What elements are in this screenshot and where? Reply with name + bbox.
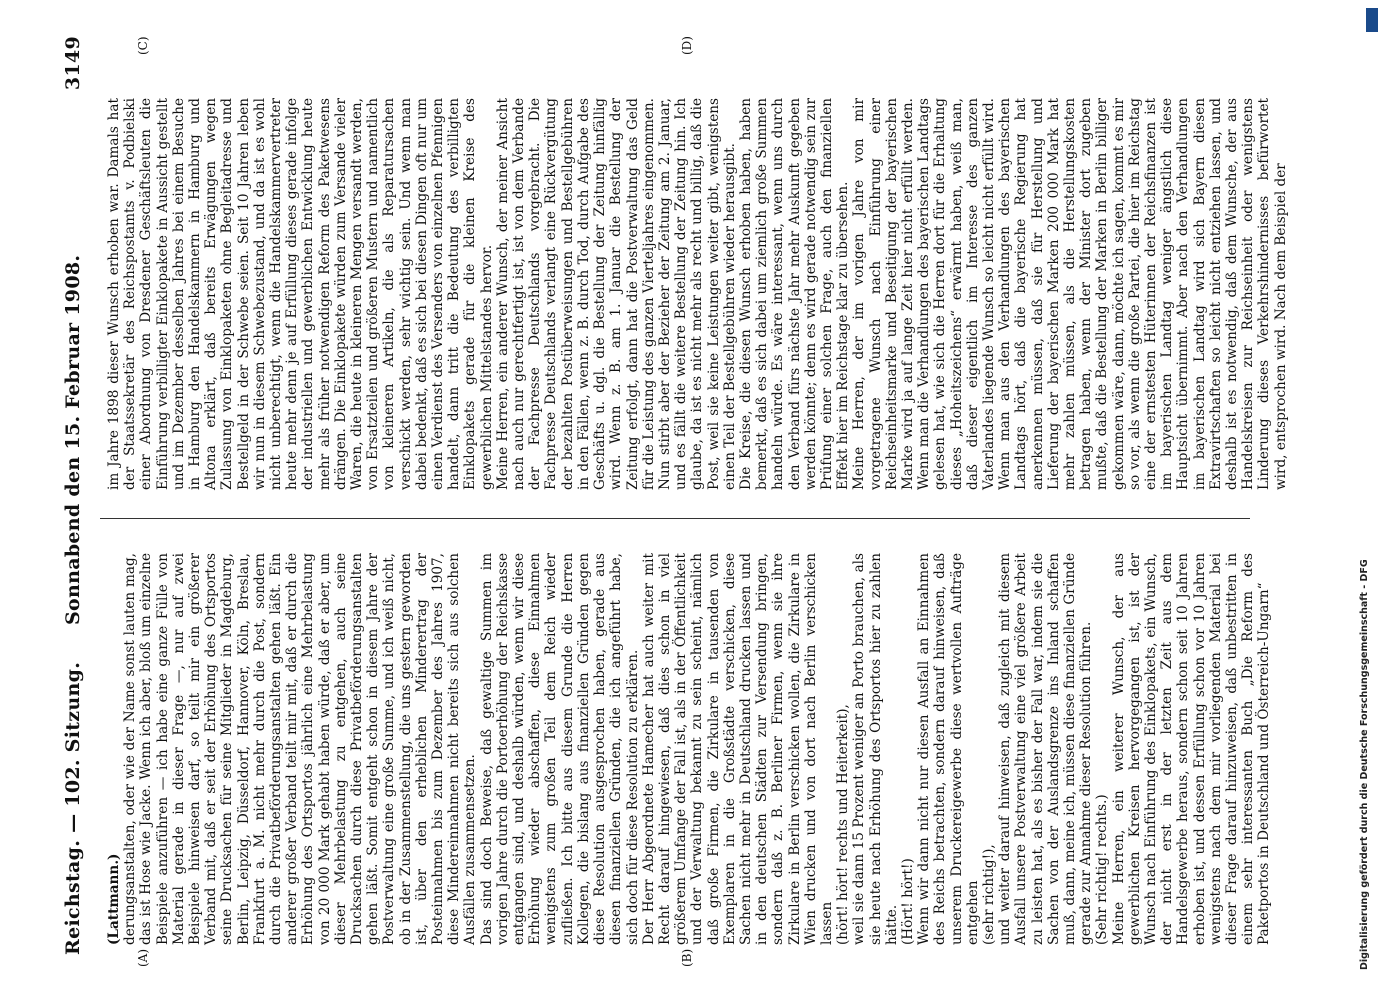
column-divider [100,518,1250,519]
speaker-name: (Lattmann.) [106,853,122,945]
digitization-credit: Digitalisierung gefördert durch die Deutsche Forschungsgemeinschaft - DFG [1359,559,1370,970]
column-right-text: im Jahre 1898 dieser Wunsch erhoben war. Damals hat der Staatssekretär des Reichspostamts v. Podbielski einer Abordnung von Dresdener Geschäftsleuten die Einführung verbilligter Einklopakete in Aussicht gestellt und im Dezember desselben Jahres bei einem Besuche in Hamburg den Handelskammern in Hamburg und Altona erklärt, daß bereits Erwägungen wegen Zulassung von Einklopaketen ohne Begleitadresse und Bestellgeld in der Schwebe seien. Seit 10 Jahren leben wir nun in diesem Schwebezustand, und da ist es wohl nicht unberechtigt, wenn die Handelskammervertreter heute mehr denn je auf Erfüllung dieses gerade infolge der industriellen und gewerblichen Entwicklung heute mehr als früher notwendigen Reform des Paketwesens drängen. Die Einklopakete würden zum Versande vieler Waren, die heute in kleineren Mengen versandt werden, von Ersatzteilen und größeren Mustern und namentlich von kleineren Artikeln, die als Reparatursachen verschickt werden, sehr wichtig sein. Und wenn man dabei bedenkt, daß es sich bei diesen Dingen oft nur um einen Verdienst des Versenders von einzelnen Pfennigen handelt, dann tritt die Bedeutung des verbilligten Einklopakets gerade für die kleinen Kreise des gewerblichen Mittelstandes hervor. Meine Herren, ein anderer Wunsch, der meiner Ansicht nach auch nur gerechtfertigt ist, ist von dem Verbande der Fachpresse Deutschlands vorgebracht. Die Fachpresse Deutschlands verlangt eine Rückvergütung der bezahlten Postüberweisungen und Bestellgebühren in den Fällen, wenn z. B. durch Tod, durch Aufgabe des Geschäfts u. dgl. die Bestellung der Zeitung hinfällig wird. Wenn z. B. am 1. Januar die Bestellung der Zeitung erfolgt, dann hat die Postverwaltung das Geld für die Leistung des ganzen Vierteljahres eingenommen. Nun stirbt aber der Bezieher der Zeitung am 2. Januar, und es fällt die weitere Bestellung der Zeitung hin. Ich glaube, da ist es nicht mehr als recht und billig, daß die Post, weil sie keine Leistungen weiter gibt, wenigstens einen Teil der Bestellgebühren wieder herausgibt. Die Kreise, die diesen Wunsch erhoben haben, haben bemerkt, daß es sich dabei um ziemlich große Summen handeln würde. Es wäre interessant, wenn uns durch den Verband fürs nächste Jahr mehr Auskunft gegeben werden könnte; denn es wird gerade notwendig sein zur Prüfung einer solchen Frage, auch den finanziellen Effekt hier im Reichstage klar zu übersehen. Meine Herren, der im vorigen Jahre von mir vorgetragene Wunsch nach Einführung einer Reichseinheitsmarke und Beseitigung der bayerischen Marke wird ja auf lange Zeit hier nicht erfüllt werden. Wenn man die Verhandlungen des bayerischen Landtags gelesen hat, wie sich die Herren dort für die Erhaltung dieses „Hoheitszeichens“ erwärmt haben, weiß man, daß dieser eigentlich im Interesse des ganzen Vaterlandes liegende Wunsch so leicht nicht erfüllt wird. Wenn man aus den Verhandlungen des bayerischen Landtags hört, daß die bayerische Regierung hat anerkennen müssen, daß sie für Herstellung und Lieferung der bayerischen Marken 200 000 Mark hat mehr zahlen müssen, als die Herstellungskosten betragen haben, wenn der Minister dort zugeben mußte, daß die Bestellung der Marken in Berlin billiger gekommen wäre, dann, möchte ich sagen, kommt es mir so vor, als wenn die große Partei, die hier im Reichstag eine der ernstesten Hüterinnen der Reichsfinanzen ist im bayerischen Landtag weniger ängstlich diese Hauptsicht übernimmt. Aber nach den Verhandlungen im bayerischen Landtag wird sich Bayern diesen Extravirtschaften so leicht nicht entziehen lassen, und deshalb ist es notwendig, daß dem Wunsche, der aus Handelskreisen zur Reichseinheit oder wenigstens Linderung dieses Verkehrshindernisses befürwortet wird, entsprochen wird. Nach dem Beispiel der [106,98,1289,490]
header-date: Sonnabend den 15. Februar 1908. [62,254,84,625]
margin-marker-a: (A) [136,948,150,967]
running-header [62,36,94,955]
text-column-right [106,98,1289,490]
dfg-logo [1366,8,1378,32]
margin-marker-c: (C) [136,36,150,55]
page-number: 3149 [62,36,84,91]
header-session: Reichstag. — 102. Sitzung. [62,661,84,955]
rotated-page-content [50,20,1345,975]
margin-marker-b: (B) [680,948,694,967]
column-left-text: derungsanstalten, oder wie der Name sonst lauten mag, das ist Hose wie Jacke. Wenn ich aber, bloß um einzelne Beispiele anzuführen — ich habe eine ganze Fülle von Material gerade in dieser Frage —, nur auf zwei Beispiele hinweisen darf, so teilt mir ein größerer Verband mit, daß er seit der Erhöhung des Ortsportos seine Drucksachen für seine Mitglieder in Magdeburg, Berlin, Leipzig, Düsseldorf, Hannover, Köln, Breslau, Frankfurt a. M. nicht mehr durch die Post, sondern durch die Privatbeförderungsanstalten gehen läßt. Ein anderer großer Verband teilt mir mit, daß er durch die Erhöhung des Ortsportos jährlich eine Mehrbelastung von 20 000 Mark gehabt haben würde, daß er aber, um dieser Mehrbelastung zu entgehen, auch seine Drucksachen durch diese Privatbeförderungsanstalten gehen läßt. Somit entgeht schon in diesem Jahre der Postverwaltung eine große Summe, und ich weiß nicht, ob in der Zusammenstellung, die uns gestern geworden ist, über den erheblichen Minderertrag der Posteinnahmen bis zum Dezember des Jahres 1907, diese Mindereinnahmen nicht bereits sich aus solchen Ausfällen zusammensetzen. Das sind doch Beweise, daß gewaltige Summen im vorigen Jahre durch die Portoerhöhung der Reichskasse entgangen sind, und deshalb würden, wenn wir diese Erhöhung wieder abschaffen, diese Einnahmen wenigstens zum großen Teil dem Reich wieder zufließen. Ich bitte aus diesem Grunde die Herren Kollegen, die bislang aus finanziellen Gründen gegen diese Resolution ausgesprochen haben, gerade aus diesen finanziellen Gründen, die ich angeführt habe, sich doch für diese Resolution zu erklären. Der Herr Abgeordnete Hamecher hat auch weiter mit Recht darauf hingewiesen, daß dies schon in viel größerem Umfange der Fall ist, als in der Öffentlichkeit und der Verwaltung bekannt zu sein scheint, nämlich daß große Firmen, die Zirkulare in tausenden von Exemplaren in die Großstädte verschicken, diese Sachen nicht mehr in Deutschland drucken lassen und in den deutschen Städten zur Versendung bringen, sondern daß z. B. Berliner Firmen, wenn sie ihre Zirkulare in Berlin verschicken wollen, die Zirkulare in Wien drucken und von dort nach Berlin verschicken lassen (hört! hört! rechts und Heiterkeit), weil sie dann 15 Prozent weniger an Porto brauchen, als sie heute nach Erhöhung des Ortsportos hier zu zahlen hätte. (Hört! hört!) Wenn wir dann nicht nur diesen Ausfall an Einnahmen des Reichs betrachten, sondern darauf hinweisen, daß unserem Druckereigewerbe diese wertvollen Aufträge entgehen (sehr richtig!), und weiter darauf hinweisen, daß zugleich mit diesem Ausfall unsere Postverwaltung eine viel größere Arbeit zu leisten hat, als es bisher der Fall war, indem sie die Sachen von der Auslandsgrenze ins Inland schaffen muß, dann, meine ich, müssen diese finanziellen Gründe gerade zur Annahme dieser Resolution führen. (Sehr richtig! rechts.) Meine Herren, ein weiterer Wunsch, der aus gewerblichen Kreisen hervorgegangen ist, ist der Wunsch nach Einführung des Einklopakets, ein Wunsch, der nicht erst in der letzten Zeit aus dem Handelsgewerbe heraus, sondern schon seit 10 Jahren erhoben ist, und dessen Erfüllung schon vor 10 Jahren wenigstens nach dem mir vorliegenden Material bei dieser Frage darauf hinzuweisen, daß unbestritten in einem sehr interessanten Buch „Die Reform des Paketportos in Deutschland und Österreich-Ungarn“ [122,553,1273,945]
text-column-left [106,553,1273,945]
scanned-page [50,20,1345,975]
margin-marker-d: (D) [680,36,694,55]
